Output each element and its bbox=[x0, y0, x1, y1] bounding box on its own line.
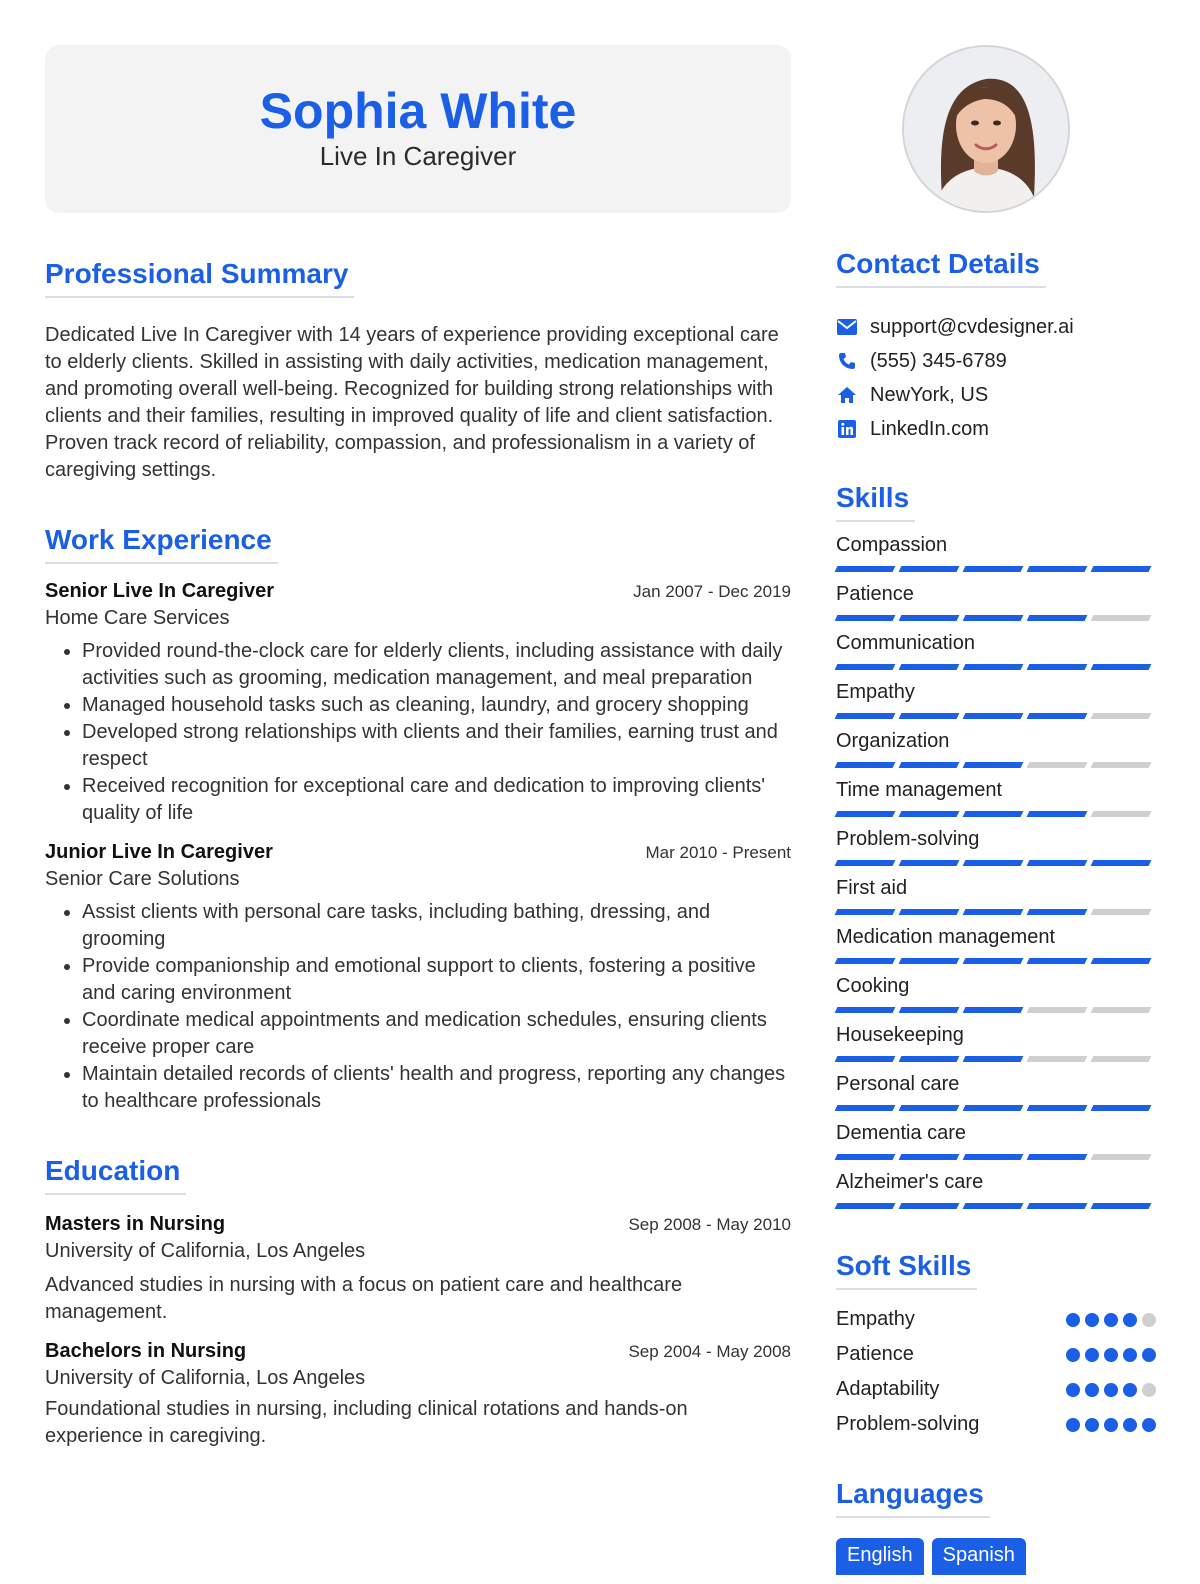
location-text: NewYork, US bbox=[870, 383, 989, 406]
skill-item bbox=[836, 1165, 1156, 1214]
skill-level-segment bbox=[1027, 1203, 1088, 1209]
skill-level-segment bbox=[963, 909, 1024, 915]
soft-skill-rating bbox=[1066, 1348, 1156, 1362]
skill-level-segment bbox=[1027, 762, 1088, 768]
rating-dot bbox=[1085, 1313, 1099, 1327]
skill-item bbox=[836, 724, 1156, 773]
job-entry bbox=[45, 841, 791, 1115]
skill-level-bars bbox=[836, 615, 1156, 621]
rating-dot bbox=[1142, 1383, 1156, 1397]
skill-level-bars bbox=[836, 762, 1156, 768]
skill-level-bars bbox=[836, 1154, 1156, 1160]
soft-skill-name: Adaptability bbox=[836, 1378, 940, 1400]
skill-level-segment bbox=[899, 1056, 960, 1062]
skill-item bbox=[836, 1018, 1156, 1067]
skill-level-segment bbox=[899, 811, 960, 817]
skill-level-bars bbox=[836, 1056, 1156, 1062]
skill-item bbox=[836, 626, 1156, 675]
skill-level-segment bbox=[1091, 1154, 1152, 1160]
rating-dot bbox=[1085, 1383, 1099, 1397]
linkedin-icon bbox=[836, 418, 858, 440]
skill-level-segment bbox=[1027, 909, 1088, 915]
skills-list bbox=[836, 528, 1156, 1214]
skill-level-segment bbox=[1027, 615, 1088, 621]
skill-level-segment bbox=[963, 1056, 1024, 1062]
skill-item bbox=[836, 969, 1156, 1018]
school-name: University of California, Los Angeles bbox=[45, 1240, 366, 1262]
soft-skill-rating bbox=[1066, 1313, 1156, 1327]
education-dates: Sep 2008 - May 2010 bbox=[628, 1215, 791, 1234]
soft-skill-item bbox=[836, 1407, 1156, 1442]
rating-dot bbox=[1104, 1348, 1118, 1362]
education-heading: Education bbox=[45, 1155, 186, 1195]
skill-level-segment bbox=[963, 958, 1024, 964]
job-bullets bbox=[45, 899, 791, 1115]
candidate-role: Live In Caregiver bbox=[319, 141, 517, 171]
skill-level-segment bbox=[1091, 958, 1152, 964]
email-text: support@cvdesigner.ai bbox=[870, 315, 1074, 338]
skills-heading: Skills bbox=[836, 482, 915, 522]
skill-level-segment bbox=[963, 1154, 1024, 1160]
skill-level-segment bbox=[899, 615, 960, 621]
envelope-icon bbox=[836, 316, 858, 338]
soft-skills-list bbox=[836, 1302, 1156, 1442]
education-entry bbox=[45, 1340, 791, 1450]
contact-phone[interactable] bbox=[836, 344, 1156, 378]
rating-dot bbox=[1085, 1348, 1099, 1362]
skill-name: Empathy bbox=[836, 681, 915, 703]
contact-linkedin[interactable] bbox=[836, 412, 1156, 446]
contact-location bbox=[836, 378, 1156, 412]
skill-level-segment bbox=[1027, 1007, 1088, 1013]
main-column bbox=[45, 258, 791, 1450]
education-description: Foundational studies in nursing, including clinical rotations and hands-on experience in caregiving. bbox=[45, 1398, 688, 1447]
skill-level-segment bbox=[835, 1154, 896, 1160]
job-organization: Senior Care Solutions bbox=[45, 868, 240, 890]
skill-level-segment bbox=[899, 1007, 960, 1013]
job-dates: Jan 2007 - Dec 2019 bbox=[633, 582, 791, 601]
education-description: Advanced studies in nursing with a focus on patient care and healthcare management. bbox=[45, 1274, 683, 1323]
skill-name: Personal care bbox=[836, 1073, 960, 1095]
skill-name: Compassion bbox=[836, 534, 948, 556]
linkedin-text: LinkedIn.com bbox=[870, 417, 989, 440]
skill-level-segment bbox=[1027, 664, 1088, 670]
education-entry bbox=[45, 1213, 791, 1326]
sidebar-column bbox=[836, 248, 1156, 1575]
skill-item bbox=[836, 675, 1156, 724]
skill-level-segment bbox=[835, 811, 896, 817]
soft-skills-heading: Soft Skills bbox=[836, 1250, 977, 1290]
skill-level-segment bbox=[899, 909, 960, 915]
rating-dot bbox=[1085, 1418, 1099, 1432]
skill-level-segment bbox=[1091, 713, 1152, 719]
skill-level-segment bbox=[1027, 958, 1088, 964]
skill-level-segment bbox=[835, 762, 896, 768]
skill-level-segment bbox=[899, 566, 960, 572]
job-bullet: • Provide companionship and emotional support to clients, fostering a positive and caring environment bbox=[82, 953, 791, 1007]
job-title: Senior Live In Caregiver bbox=[45, 580, 274, 602]
skill-level-segment bbox=[835, 713, 896, 719]
language-tag: English bbox=[836, 1538, 924, 1575]
skill-name: Medication management bbox=[836, 926, 1056, 948]
skill-level-segment bbox=[1027, 1154, 1088, 1160]
rating-dot bbox=[1066, 1313, 1080, 1327]
job-title: Junior Live In Caregiver bbox=[45, 841, 273, 863]
rating-dot bbox=[1123, 1418, 1137, 1432]
skill-level-segment bbox=[1091, 664, 1152, 670]
skill-name: Communication bbox=[836, 632, 975, 654]
skill-level-segment bbox=[1027, 566, 1088, 572]
skill-level-segment bbox=[835, 909, 896, 915]
contact-email[interactable] bbox=[836, 310, 1156, 344]
skill-level-bars bbox=[836, 713, 1156, 719]
skill-item bbox=[836, 1116, 1156, 1165]
skill-level-segment bbox=[835, 615, 896, 621]
skill-level-segment bbox=[899, 1105, 960, 1111]
languages-list bbox=[836, 1538, 1156, 1575]
skill-name: Organization bbox=[836, 730, 950, 752]
soft-skill-name: Problem-solving bbox=[836, 1413, 980, 1435]
skill-level-segment bbox=[963, 1007, 1024, 1013]
skill-name: Housekeeping bbox=[836, 1024, 964, 1046]
job-bullet: • Received recognition for exceptional care and dedication to improving clients' quality of life bbox=[82, 773, 791, 827]
job-bullet: • Provided round-the-clock care for elderly clients, including assistance with daily activities such as grooming, medication management, and meal preparation bbox=[82, 638, 791, 692]
language-tag: Spanish bbox=[932, 1538, 1026, 1575]
skill-level-segment bbox=[899, 664, 960, 670]
skill-level-segment bbox=[963, 1203, 1024, 1209]
rating-dot bbox=[1142, 1313, 1156, 1327]
rating-dot bbox=[1142, 1348, 1156, 1362]
job-bullet: • Coordinate medical appointments and medication schedules, ensuring clients receive proper care bbox=[82, 1007, 791, 1061]
school-name: University of California, Los Angeles bbox=[45, 1367, 366, 1389]
skill-level-bars bbox=[836, 860, 1156, 866]
skill-level-bars bbox=[836, 1203, 1156, 1209]
job-entry bbox=[45, 580, 791, 827]
portrait-image bbox=[904, 47, 1068, 211]
job-bullet: • Developed strong relationships with clients and their families, earning trust and respect bbox=[82, 719, 791, 773]
summary-text: Dedicated Live In Caregiver with 14 years of experience providing exceptional care to elderly clients. Skilled in assisting with daily activities, medication management, and promoting overall well-being. Recognized for building strong relationships with clients and their families, resulting in improved quality of life and client satisfaction. Proven track record of reliability, compassion, and professionalism in a variety of caregiving settings. bbox=[45, 324, 779, 481]
job-bullet: • Maintain detailed records of clients' health and progress, reporting any changes to healthcare professionals bbox=[82, 1061, 791, 1115]
skill-level-segment bbox=[1091, 1056, 1152, 1062]
soft-skill-rating bbox=[1066, 1383, 1156, 1397]
skill-name: Time management bbox=[836, 779, 1002, 801]
header-card bbox=[45, 45, 791, 213]
skill-item bbox=[836, 920, 1156, 969]
languages-heading: Languages bbox=[836, 1478, 990, 1518]
candidate-name: Sophia White bbox=[259, 83, 577, 139]
rating-dot bbox=[1066, 1383, 1080, 1397]
skill-level-segment bbox=[963, 615, 1024, 621]
skill-level-segment bbox=[963, 860, 1024, 866]
skill-level-segment bbox=[835, 566, 896, 572]
skill-level-segment bbox=[963, 664, 1024, 670]
summary-heading: Professional Summary bbox=[45, 258, 354, 298]
skill-name: Problem-solving bbox=[836, 828, 980, 850]
skill-level-segment bbox=[835, 958, 896, 964]
soft-skill-rating bbox=[1066, 1418, 1156, 1432]
phone-text: (555) 345-6789 bbox=[870, 349, 1007, 372]
education-dates: Sep 2004 - May 2008 bbox=[628, 1342, 791, 1361]
rating-dot bbox=[1066, 1418, 1080, 1432]
home-icon bbox=[836, 384, 858, 406]
skill-name: Cooking bbox=[836, 975, 910, 997]
degree-title: Bachelors in Nursing bbox=[45, 1340, 247, 1362]
skill-level-segment bbox=[963, 1105, 1024, 1111]
skill-level-bars bbox=[836, 1105, 1156, 1111]
skill-level-segment bbox=[835, 860, 896, 866]
skill-name: Alzheimer's care bbox=[836, 1171, 984, 1193]
skill-level-bars bbox=[836, 1007, 1156, 1013]
contact-heading: Contact Details bbox=[836, 248, 1046, 288]
soft-skill-name: Patience bbox=[836, 1343, 914, 1365]
soft-skill-name: Empathy bbox=[836, 1308, 915, 1330]
skill-level-segment bbox=[1091, 860, 1152, 866]
skill-level-segment bbox=[1027, 1105, 1088, 1111]
skill-level-bars bbox=[836, 811, 1156, 817]
skill-level-segment bbox=[899, 762, 960, 768]
skill-level-segment bbox=[899, 1203, 960, 1209]
soft-skill-item bbox=[836, 1302, 1156, 1337]
skill-item bbox=[836, 1067, 1156, 1116]
skill-level-bars bbox=[836, 958, 1156, 964]
skill-item bbox=[836, 577, 1156, 626]
skill-name: Dementia care bbox=[836, 1122, 967, 1144]
skill-level-segment bbox=[835, 664, 896, 670]
experience-heading: Work Experience bbox=[45, 524, 278, 564]
skill-level-segment bbox=[1091, 615, 1152, 621]
rating-dot bbox=[1104, 1313, 1118, 1327]
skill-level-segment bbox=[1091, 1203, 1152, 1209]
skill-level-segment bbox=[963, 566, 1024, 572]
avatar bbox=[902, 45, 1070, 213]
skill-level-bars bbox=[836, 664, 1156, 670]
skill-item bbox=[836, 773, 1156, 822]
degree-title: Masters in Nursing bbox=[45, 1213, 226, 1235]
skill-item bbox=[836, 528, 1156, 577]
skill-level-segment bbox=[835, 1105, 896, 1111]
skill-level-bars bbox=[836, 566, 1156, 572]
soft-skill-item bbox=[836, 1337, 1156, 1372]
rating-dot bbox=[1066, 1348, 1080, 1362]
skill-level-segment bbox=[1027, 713, 1088, 719]
skill-level-segment bbox=[963, 713, 1024, 719]
soft-skill-item bbox=[836, 1372, 1156, 1407]
skill-item bbox=[836, 822, 1156, 871]
skill-level-segment bbox=[1027, 1056, 1088, 1062]
skill-level-segment bbox=[835, 1056, 896, 1062]
skill-level-segment bbox=[835, 1007, 896, 1013]
skill-level-segment bbox=[1091, 1105, 1152, 1111]
job-organization: Home Care Services bbox=[45, 607, 230, 629]
phone-icon bbox=[836, 350, 858, 372]
rating-dot bbox=[1123, 1313, 1137, 1327]
skill-level-segment bbox=[899, 1154, 960, 1160]
skill-level-segment bbox=[899, 958, 960, 964]
job-bullets bbox=[45, 638, 791, 827]
skill-name: First aid bbox=[836, 877, 908, 899]
rating-dot bbox=[1123, 1348, 1137, 1362]
job-dates: Mar 2010 - Present bbox=[645, 843, 791, 862]
skill-level-segment bbox=[1091, 909, 1152, 915]
rating-dot bbox=[1104, 1383, 1118, 1397]
skill-level-bars bbox=[836, 909, 1156, 915]
skill-level-segment bbox=[963, 762, 1024, 768]
skill-level-segment bbox=[835, 1203, 896, 1209]
skill-level-segment bbox=[1027, 811, 1088, 817]
job-bullet: • Managed household tasks such as cleaning, laundry, and grocery shopping bbox=[82, 692, 791, 719]
skill-level-segment bbox=[899, 860, 960, 866]
skill-level-segment bbox=[963, 811, 1024, 817]
skill-name: Patience bbox=[836, 583, 914, 605]
skill-level-segment bbox=[1027, 860, 1088, 866]
rating-dot bbox=[1142, 1418, 1156, 1432]
skill-item bbox=[836, 871, 1156, 920]
skill-level-segment bbox=[899, 713, 960, 719]
skill-level-segment bbox=[1091, 566, 1152, 572]
rating-dot bbox=[1123, 1383, 1137, 1397]
skill-level-segment bbox=[1091, 1007, 1152, 1013]
skill-level-segment bbox=[1091, 762, 1152, 768]
job-bullet: • Assist clients with personal care tasks, including bathing, dressing, and grooming bbox=[82, 899, 791, 953]
skill-level-segment bbox=[1091, 811, 1152, 817]
rating-dot bbox=[1104, 1418, 1118, 1432]
contact-list bbox=[836, 310, 1156, 446]
